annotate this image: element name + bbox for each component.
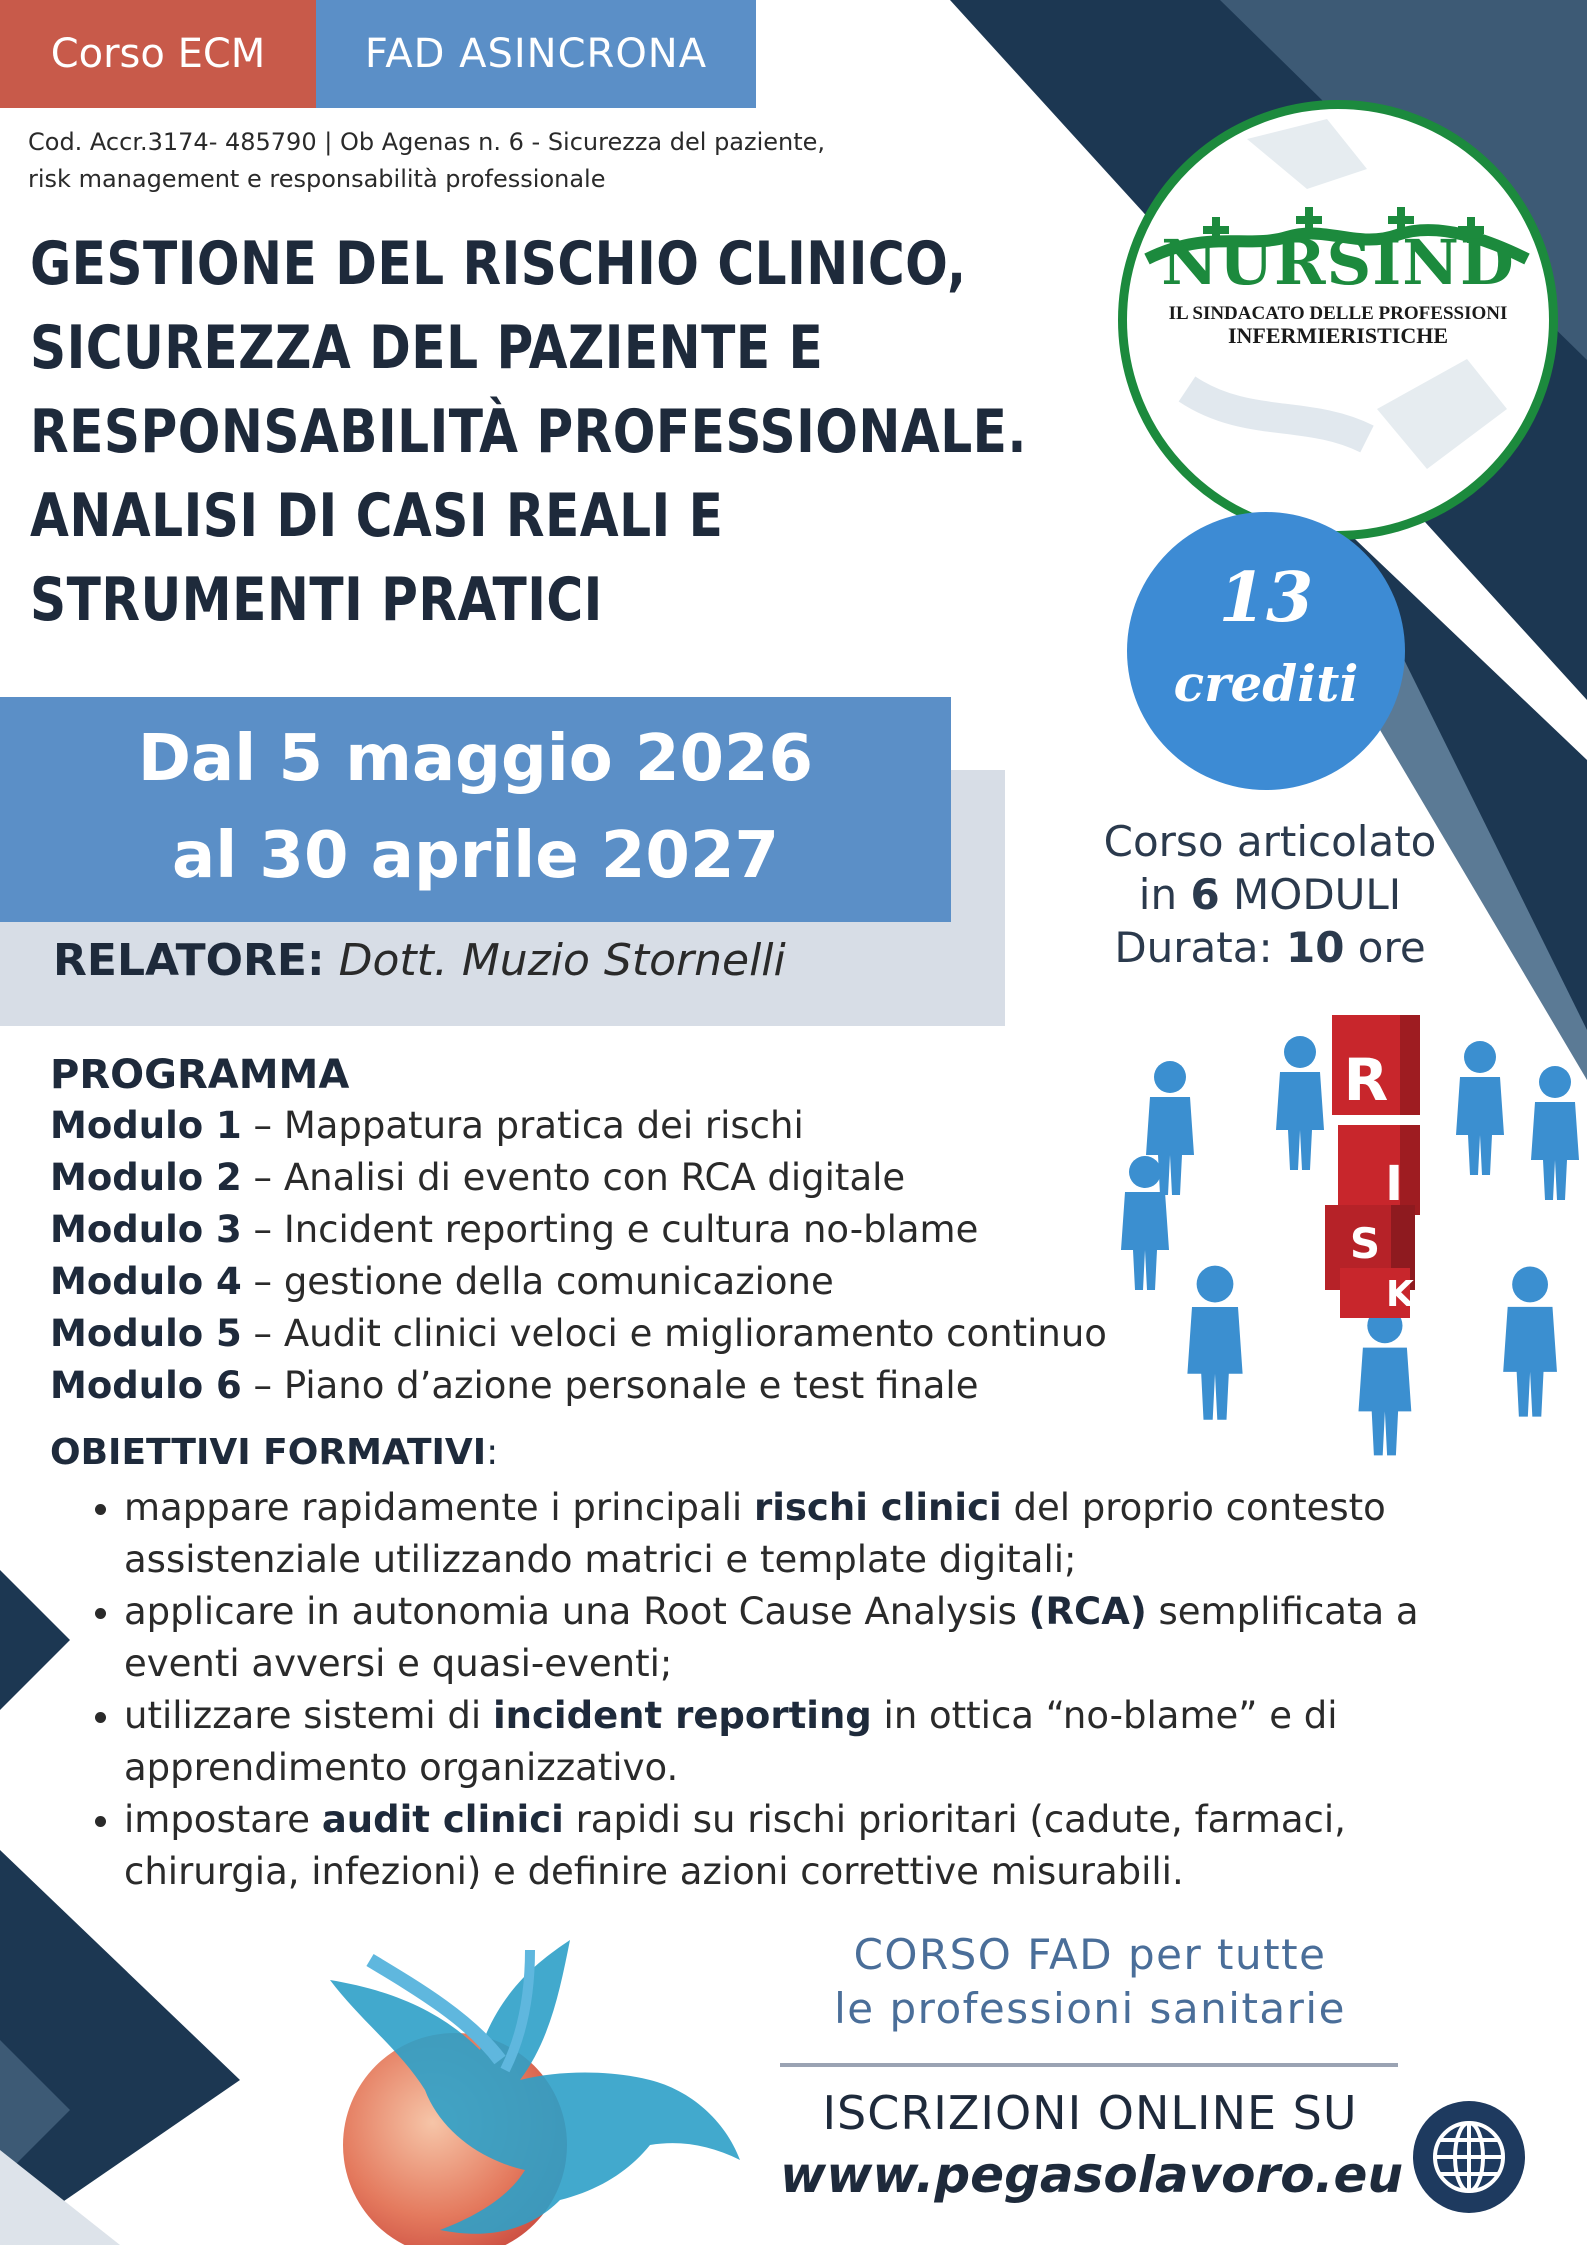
tag-corso-ecm: Corso ECM <box>0 0 316 108</box>
title-line: STRUMENTI PRATICI <box>30 565 603 635</box>
speaker-label: RELATORE: <box>53 935 325 986</box>
credits-label: crediti <box>1173 654 1359 713</box>
module-text: – Piano d’azione personale e test finale <box>241 1364 979 1407</box>
objective-item <box>124 1586 1470 1690</box>
title-line: GESTIONE DEL RISCHIO CLINICO, <box>30 229 967 299</box>
accreditation-info <box>28 124 928 198</box>
module-label: Modulo 6 <box>50 1364 242 1407</box>
title-line: SICUREZZA DEL PAZIENTE E <box>30 313 824 383</box>
module-label: Modulo 5 <box>50 1312 242 1355</box>
date-line: al 30 aprile 2027 <box>172 819 779 893</box>
module-item <box>50 1152 1160 1204</box>
objective-keyword: incident reporting <box>492 1694 872 1737</box>
title-line: RESPONSABILITÀ PROFESSIONALE. <box>30 397 1027 467</box>
text-fragment: in <box>1138 870 1191 919</box>
objective-item <box>124 1482 1470 1586</box>
program-title: PROGRAMMA <box>50 1052 350 1098</box>
text-fragment: del proprio contesto assistenziale utilizzando matrici e template digitali; <box>124 1486 1386 1581</box>
logo-subtitle: IL SINDACATO DELLE PROFESSIONI <box>1168 303 1508 324</box>
text-fragment: rapidi su rischi prioritari (cadute, farmaci, chirurgia, infezioni) e definire azioni correttive misurabili. <box>124 1798 1346 1893</box>
text-fragment: semplificata a eventi avversi e quasi-eventi; <box>124 1590 1419 1685</box>
module-label: Modulo 1 <box>50 1104 242 1147</box>
module-text: – Incident reporting e cultura no-blame <box>241 1208 979 1251</box>
logo-subtitle: INFERMIERISTICHE <box>1227 323 1449 348</box>
module-item <box>50 1308 1160 1360</box>
course-dates <box>0 697 951 922</box>
course-info-line: Corso articolato <box>1103 817 1437 866</box>
modules-count: 6 <box>1190 870 1220 919</box>
module-item <box>50 1100 1160 1152</box>
risk-letter: R <box>1343 1046 1389 1114</box>
program-section <box>50 1050 1160 1412</box>
objectives-section <box>50 1428 1470 1898</box>
module-label: Modulo 3 <box>50 1208 242 1251</box>
objective-keyword: rischi clinici <box>753 1486 1002 1529</box>
course-title <box>30 222 1190 642</box>
module-text: – Audit clinici veloci e miglioramento continuo <box>241 1312 1107 1355</box>
speaker-name: Dott. Muzio Stornelli <box>338 935 786 986</box>
module-text: – gestione della comunicazione <box>241 1260 834 1303</box>
globe-icon[interactable] <box>1412 2100 1526 2214</box>
text-fragment: : <box>486 1432 499 1473</box>
course-info <box>1035 815 1505 974</box>
module-text: – Mappatura pratica dei rischi <box>241 1104 804 1147</box>
fad-all-professions <box>780 1928 1400 2036</box>
module-item <box>50 1360 1160 1412</box>
text-fragment: utilizzare sistemi di <box>124 1694 493 1737</box>
fad-line: le professioni sanitarie <box>834 1984 1346 2033</box>
module-item <box>50 1256 1160 1308</box>
objective-keyword: (RCA) <box>1028 1590 1147 1633</box>
signup-label: ISCRIZIONI ONLINE SU <box>822 2086 1358 2140</box>
text-fragment: mappare rapidamente i principali <box>124 1486 754 1529</box>
accreditation-line: Cod. Accr.3174- 485790 | Ob Agenas n. 6 - Sicurezza del paziente, <box>28 128 826 156</box>
speaker <box>53 935 786 986</box>
website-link[interactable]: www.pegasolavoro.eu <box>780 2146 1404 2204</box>
footer-divider <box>780 2063 1398 2067</box>
logo-name: NURSIND <box>1161 226 1515 299</box>
module-label: Modulo 4 <box>50 1260 242 1303</box>
risk-letter: I <box>1385 1156 1403 1212</box>
title-line: ANALISI DI CASI REALI E <box>30 481 724 551</box>
text-fragment: MODULI <box>1219 870 1402 919</box>
text-fragment: ore <box>1344 923 1426 972</box>
credits-number: 13 <box>1218 558 1314 638</box>
text-fragment: impostare <box>124 1798 322 1841</box>
date-line: Dal 5 maggio 2026 <box>137 722 814 796</box>
objective-keyword: audit clinici <box>321 1798 564 1841</box>
tag-fad-asincrona: FAD ASINCRONA <box>316 0 756 108</box>
course-info-line <box>1035 921 1505 974</box>
hours-count: 10 <box>1285 923 1345 972</box>
objective-item <box>124 1794 1470 1898</box>
module-label: Modulo 2 <box>50 1156 242 1199</box>
pegaso-logo <box>330 1930 760 2245</box>
accreditation-line: risk management e responsabilità professionale <box>28 165 606 193</box>
text-fragment: Durata: <box>1114 923 1286 972</box>
module-item <box>50 1204 1160 1256</box>
risk-letter: S <box>1349 1219 1381 1268</box>
fad-line: CORSO FAD per tutte <box>853 1930 1327 1979</box>
objective-item <box>124 1690 1470 1794</box>
risk-cubes <box>1325 1015 1420 1318</box>
objectives-list <box>50 1482 1470 1898</box>
module-text: – Analisi di evento con RCA digitale <box>241 1156 906 1199</box>
text-fragment: applicare in autonomia una Root Cause Analysis <box>124 1590 1029 1633</box>
text-fragment: in ottica “no-blame” e di apprendimento organizzativo. <box>124 1694 1338 1789</box>
objectives-title-text: OBIETTIVI FORMATIVI <box>50 1432 487 1473</box>
nursind-logo <box>1118 100 1558 540</box>
course-info-line <box>1035 868 1505 921</box>
risk-cubes-people-illustration <box>1100 1000 1587 1480</box>
credits-badge <box>1127 512 1405 790</box>
risk-letter: K <box>1386 1274 1414 1315</box>
